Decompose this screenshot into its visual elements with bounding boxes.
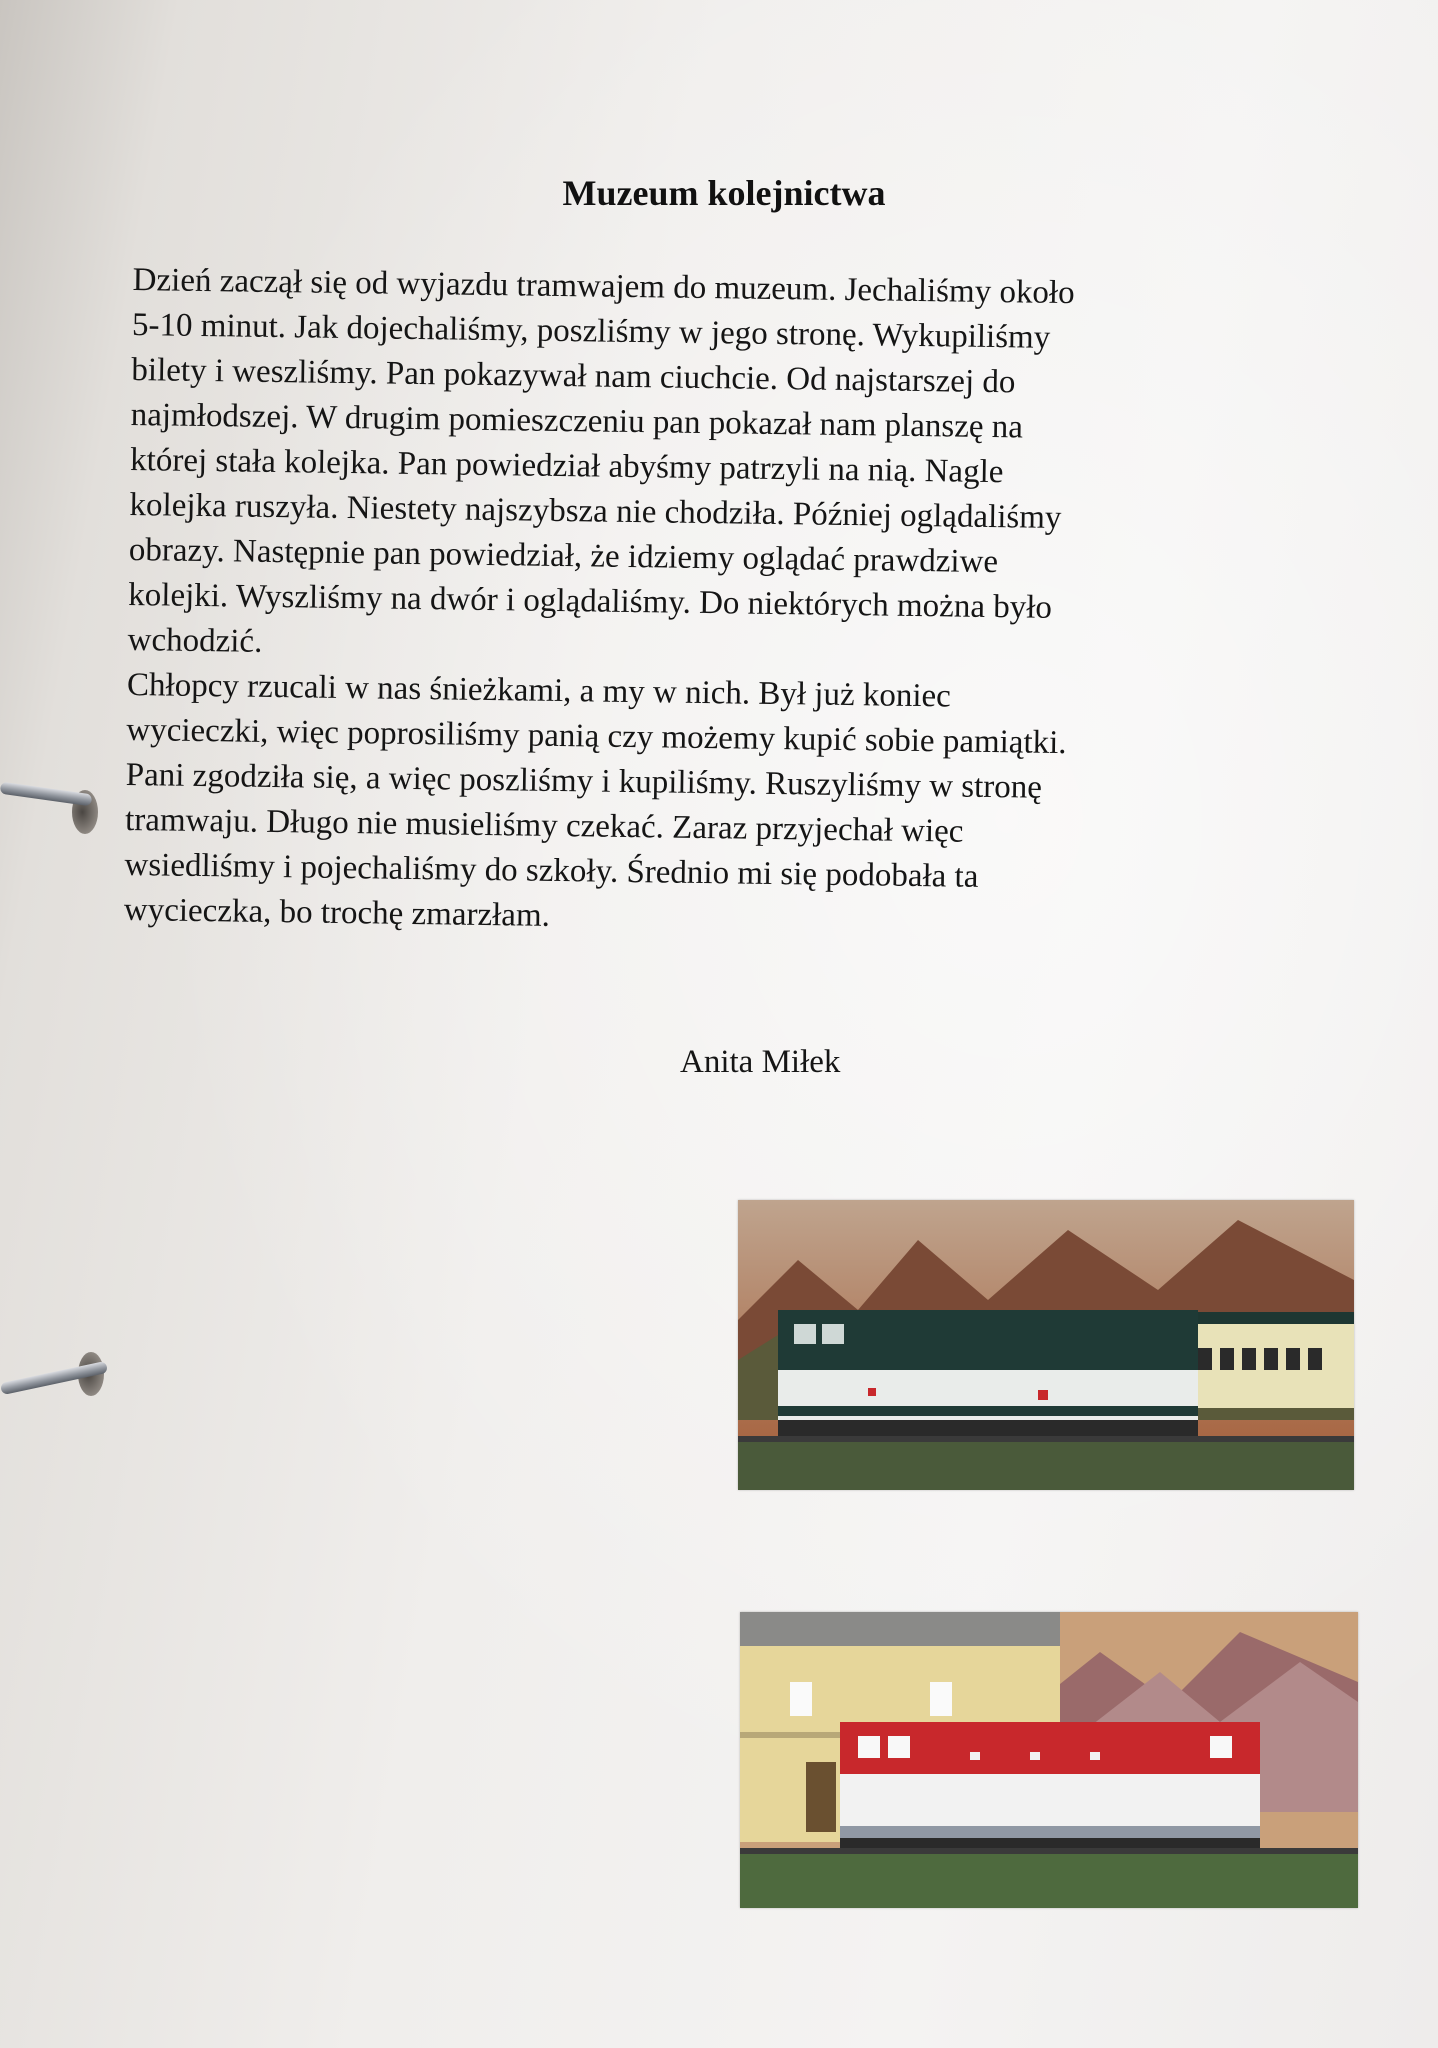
photo-green-locomotive xyxy=(738,1200,1354,1490)
body-line: kolejki. Wyszliśmy na dwór i oglądaliśmy. Do niektórych można było xyxy=(128,576,1053,626)
body-text xyxy=(124,258,1293,949)
body-line: Chłopcy rzucali w nas śnieżkami, a my w nich. Był już koniec xyxy=(126,666,952,715)
body-line: której stała kolejka. Pan powiedział abyśmy patrzyli na nią. Nagle xyxy=(129,441,1004,491)
body-line: Pani zgodziła się, a więc poszliśmy i kupiliśmy. Ruszyliśmy w stronę xyxy=(125,756,1043,806)
page-title: Muzeum kolejnictwa xyxy=(562,173,886,213)
body-line: tramwaju. Długo nie musieliśmy czekać. Zaraz przyjechał więc xyxy=(124,801,964,850)
body-line: najmłodszej. W drugim pomieszczeniu pan pokazał nam planszę na xyxy=(130,396,1024,446)
author-signature: Anita Miłek xyxy=(680,1044,841,1080)
body-line: bilety i weszliśmy. Pan pokazywał nam ciuchcie. Od najstarszej do xyxy=(131,351,1016,401)
body-line: wchodzić. xyxy=(127,621,263,660)
body-line: Dzień zaczął się od wyjazdu tramwajem do muzeum. Jechaliśmy około xyxy=(132,261,1075,312)
body-line: wycieczki, więc poprosiliśmy panią czy możemy kupić sobie pamiątki. xyxy=(126,711,1067,762)
body-line: wycieczka, bo trochę zmarzłam. xyxy=(123,891,551,934)
binder-ring-top-icon xyxy=(0,782,92,807)
photo-red-locomotive xyxy=(740,1612,1358,1908)
body-line: obrazy. Następnie pan powiedział, że idziemy oglądać prawdziwe xyxy=(128,531,999,581)
body-line: 5-10 minut. Jak dojechaliśmy, poszliśmy w jego stronę. Wykupiliśmy xyxy=(131,306,1051,356)
body-line: wsiedliśmy i pojechaliśmy do szkoły. Średnio mi się podobała ta xyxy=(124,846,979,895)
body-line: kolejka ruszyła. Niestety najszybsza nie chodziła. Później oglądaliśmy xyxy=(129,486,1062,536)
